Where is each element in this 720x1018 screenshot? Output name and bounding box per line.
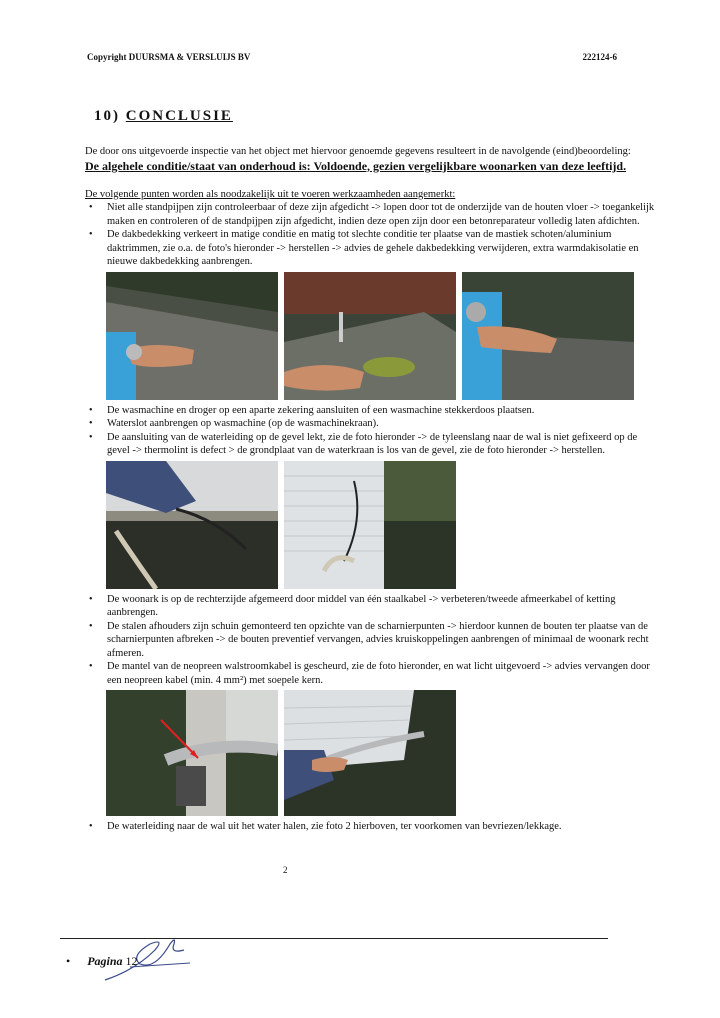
copyright-header: Copyright DUURSMA & VERSLUIJS BV	[87, 52, 251, 62]
list-item: • De aansluiting van de waterleiding op de gevel lekt, zie de foto hieronder -> de tyleenslang naar de wal is niet gefixeerd op de gevel -> thermolint is defect > de grondplaat van de waterkraan is los van de gevel, zie de foto hieronder -> herstellen.	[85, 431, 657, 458]
list-item: • Waterslot aanbrengen op wasmachine (op de wasmachinekraan).	[85, 417, 657, 431]
cable-photo-2	[284, 690, 456, 816]
roof-photo-3	[462, 272, 634, 400]
cable-photo-row	[106, 690, 657, 816]
verdict-paragraph: De algehele conditie/staat van onderhoud is: Voldoende, gezien vergelijkbare woonarken van deze leeftijd.	[85, 158, 627, 173]
waterpipe-photo-1-image	[106, 461, 278, 589]
page-footer	[66, 954, 138, 969]
list-item: • Niet alle standpijpen zijn controleerbaar of deze zijn afgedicht -> lopen door tot de onderzijde van de houten vloer -> toegankelijk maken en controleren of de standpijpen zijn afgedicht, indien deze open zijn door een betonreparateur volledig laten afdichten.	[85, 201, 657, 228]
list-item: • De waterleiding naar de wal uit het water halen, zie foto 2 hierboven, ter voorkomen van bevriezen/lekkage.	[85, 820, 657, 834]
roof-photo-2-image	[284, 272, 456, 400]
list-item: • De dakbedekking verkeert in matige conditie en matig tot slechte conditie ter plaatse van de mastiek schoten/aluminium daktrimmen, zie o.a. de foto's hieronder -> herstellen -> advies de gehele dakbedekking verwijderen, extra warmdakisolatie en nieuwe dakbedekking aanbrengen.	[85, 228, 657, 269]
roof-photo-2	[284, 272, 456, 400]
waterpipe-photo-2	[284, 461, 456, 589]
list-item: • De woonark is op de rechterzijde afgemeerd door middel van één staalkabel -> verbeteren/tweede afmeerkabel of ketting aanbrengen.	[85, 593, 657, 620]
action-list-3	[85, 593, 657, 688]
list-item: • De stalen afhouders zijn schuin gemonteerd ten opzichte van de scharnierpunten -> hierdoor kunnen de bouten ter plaatse van de scharnierpunten afbreken -> de bouten preventief vervangen, advies kruiskoppelingen aanbrengen of minimaal de woonark recht afmeren.	[85, 620, 657, 661]
conclusion-body	[85, 145, 657, 834]
roof-photo-1-image	[106, 272, 278, 400]
waterpipe-photo-1	[106, 461, 278, 589]
cable-photo-2-image	[284, 690, 456, 816]
roof-photo-row	[106, 272, 657, 400]
photo-number-label: 2	[283, 865, 288, 875]
section-heading	[94, 108, 233, 125]
action-list	[85, 201, 657, 269]
list-item: • De mantel van de neopreen walstroomkabel is gescheurd, zie de foto hieronder, en wat licht uitgevoerd -> advies vervangen door een neopreen kabel (min. 4 mm²) met soepele kern.	[85, 660, 657, 687]
list-item: • De wasmachine en droger op een aparte zekering aansluiten of een wasmachine stekkerdoos plaatsen.	[85, 404, 657, 418]
intro-paragraph: De door ons uitgevoerde inspectie van het object met hiervoor genoemde gegevens resulteert in de navolgende (eind)beoordeling:	[85, 146, 631, 157]
list-title: De volgende punten worden als noodzakelijk uit te voeren werkzaamheden aangemerkt:	[85, 188, 456, 200]
roof-photo-1	[106, 272, 278, 400]
action-list-4	[85, 820, 657, 834]
roof-photo-3-image	[462, 272, 634, 400]
waterpipe-photo-row	[106, 461, 657, 589]
section-title: CONCLUSIE	[125, 108, 233, 124]
document-number: 222124-6	[582, 52, 617, 62]
page-label: Pagina	[87, 954, 123, 968]
waterpipe-photo-2-image	[284, 461, 456, 589]
section-number: 10)	[94, 108, 120, 124]
cable-photo-1	[106, 690, 278, 816]
footer-bullet: •	[66, 954, 71, 968]
action-list-2	[85, 404, 657, 458]
cable-photo-1-image	[106, 690, 278, 816]
page-number: 12	[125, 954, 138, 968]
